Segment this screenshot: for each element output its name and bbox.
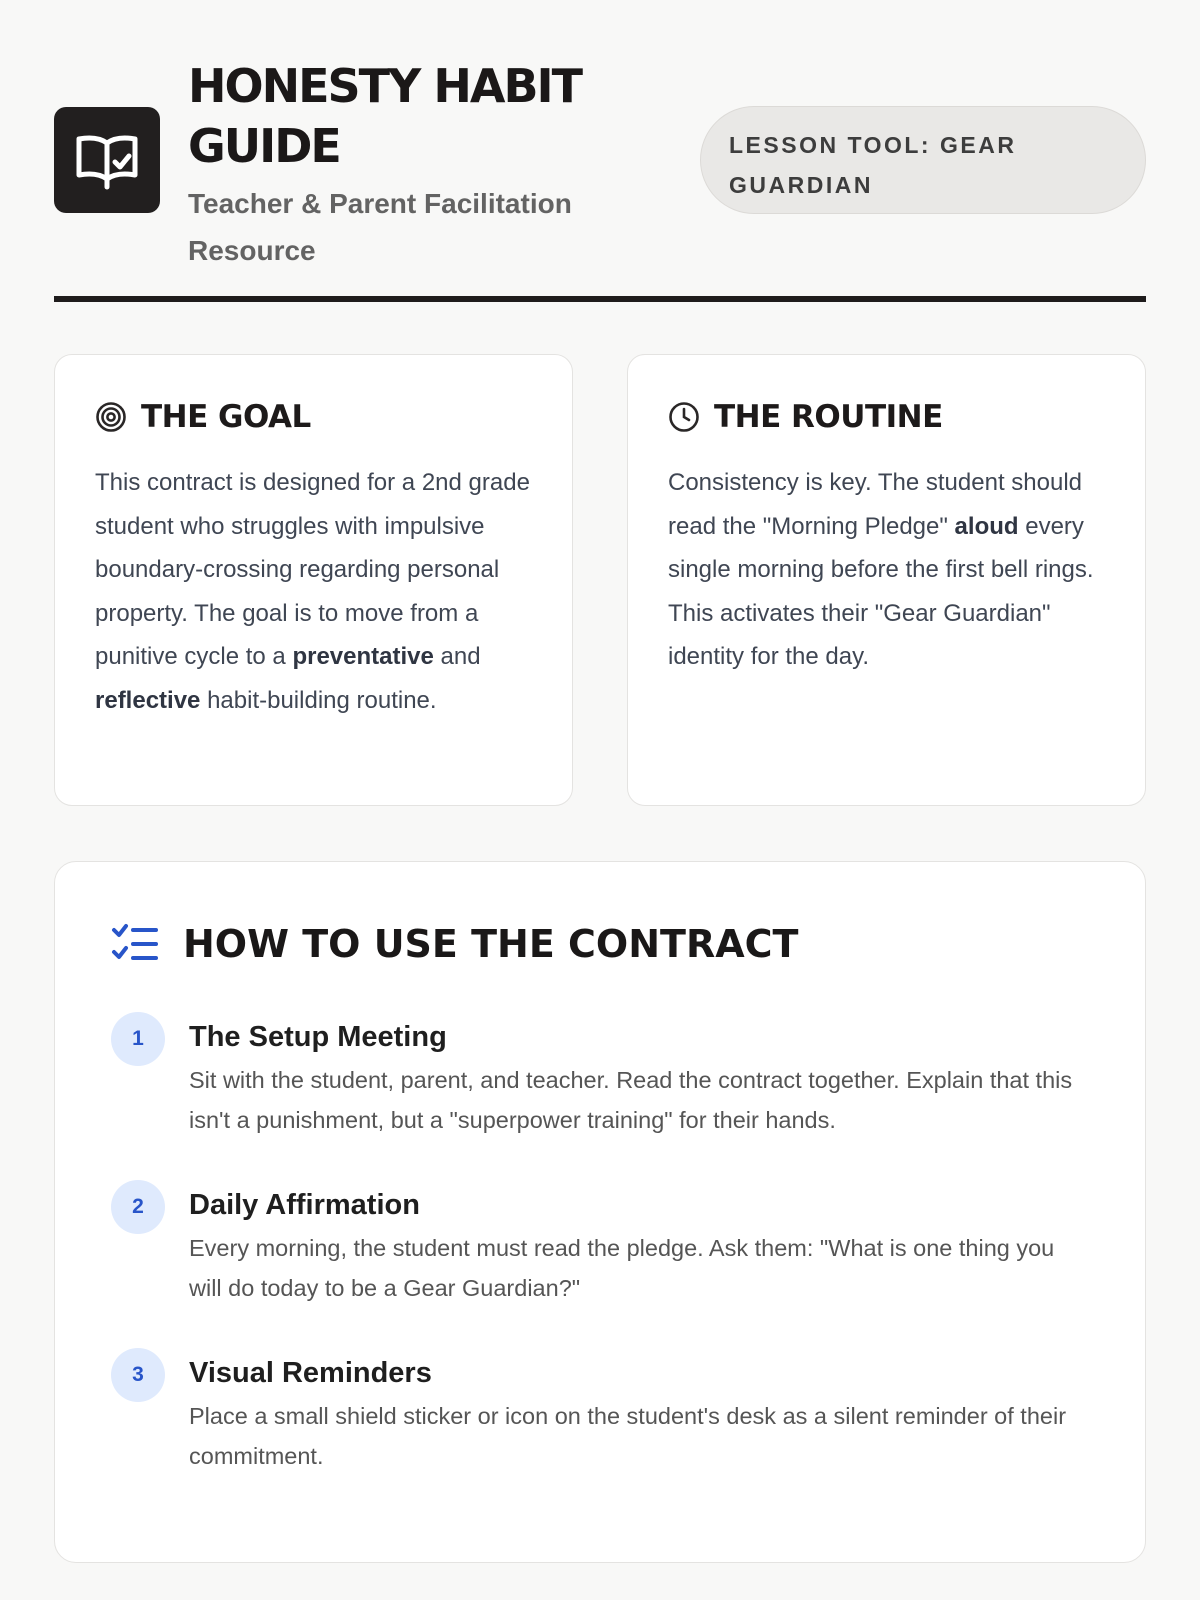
how-to-use-title: HOW TO USE THE CONTRACT — [183, 922, 799, 966]
how-to-use-section — [54, 861, 1146, 1563]
routine-text-part: every single morning before the first bell rings. This activates their "Gear Guardian" identity for the day. — [668, 512, 1094, 670]
how-to-use-header — [111, 916, 1089, 972]
goal-card-text — [95, 461, 532, 722]
step-description: Sit with the student, parent, and teacher. Read the contract together. Explain that this isn't a punishment, but a "superpower training" for their hands. — [189, 1067, 1073, 1133]
goal-text-part: This contract is designed for a 2nd grade student who struggles with impulsive boundary-crossing regarding personal property. The goal is to move from a punitive cycle to a — [95, 469, 530, 670]
goal-text-part: and — [433, 643, 481, 670]
page-subtitle: Teacher & Parent Facilitation Resource — [188, 188, 572, 266]
step-number-badge: 3 — [111, 1348, 165, 1402]
routine-card-title: THE ROUTINE — [714, 399, 943, 435]
goal-card — [54, 354, 573, 806]
header — [54, 0, 1146, 302]
open-book-check-icon — [54, 107, 160, 213]
list-item — [111, 1012, 1089, 1140]
goal-bold-reflective: reflective — [95, 686, 201, 714]
page-title: HONESTY HABIT GUIDE — [188, 59, 582, 173]
routine-card-text — [668, 461, 1105, 679]
step-title: Visual Reminders — [189, 1357, 432, 1389]
routine-card — [627, 354, 1146, 806]
routine-bold-aloud: aloud — [954, 512, 1019, 540]
steps-list — [111, 1012, 1089, 1476]
target-icon — [95, 401, 127, 433]
step-title: The Setup Meeting — [189, 1021, 447, 1053]
goal-bold-preventative: preventative — [292, 643, 434, 670]
list-item — [111, 1348, 1089, 1476]
step-description: Every morning, the student must read the pledge. Ask them: "What is one thing you will do today to be a Gear Guardian?" — [189, 1235, 1055, 1301]
step-title: Daily Affirmation — [189, 1189, 420, 1221]
clock-icon — [668, 401, 700, 433]
routine-text-part: Consistency is key. The student should read the "Morning Pledge" — [668, 469, 1082, 540]
step-number-badge: 2 — [111, 1180, 165, 1234]
routine-card-header — [668, 395, 1105, 439]
list-item — [111, 1180, 1089, 1308]
step-description: Place a small shield sticker or icon on the student's desk as a silent reminder of their commitment. — [189, 1403, 1067, 1469]
title-block — [188, 56, 648, 274]
goal-card-title: THE GOAL — [141, 399, 311, 435]
goal-card-header — [95, 395, 532, 439]
checklist-icon — [111, 922, 159, 966]
goal-text-part: habit-building routine. — [200, 686, 437, 714]
info-cards — [54, 354, 1146, 806]
lesson-tool-badge: LESSON TOOL: GEAR GUARDIAN — [700, 106, 1146, 214]
step-number-badge: 1 — [111, 1012, 165, 1066]
